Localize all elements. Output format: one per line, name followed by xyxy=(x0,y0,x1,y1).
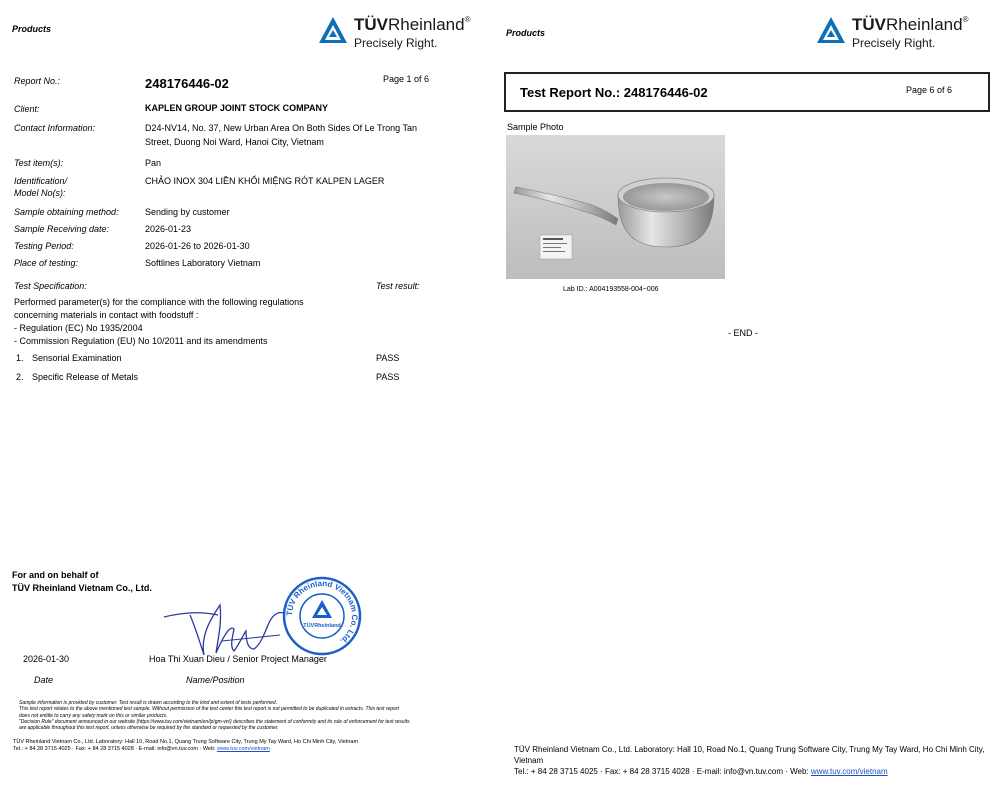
result-row-1-name: Sensorial Examination xyxy=(32,353,122,363)
spec-line-2: concerning materials in contact with foodstuff : xyxy=(14,310,199,320)
report-page-6 xyxy=(500,0,1000,792)
identification-label-2: Model No(s): xyxy=(14,188,66,198)
result-row-2-result: PASS xyxy=(376,372,400,382)
receiving-date-value: 2026-01-23 xyxy=(145,224,192,234)
lab-id: Lab ID.: A004193558-004~006 xyxy=(563,286,659,293)
products-label-right: Products xyxy=(506,28,546,38)
testing-period-label: Testing Period: xyxy=(14,241,74,251)
tuv-triangle-icon xyxy=(816,16,846,44)
stamp-inner-text: TÜVRheinland xyxy=(303,623,341,629)
page-number: Page 1 of 6 xyxy=(383,74,430,84)
place-value: Softlines Laboratory Vietnam xyxy=(145,258,261,268)
tuv-logo xyxy=(318,16,470,49)
receiving-date-label: Sample Receiving date: xyxy=(14,224,110,234)
footer-address: TÜV Rheinland Vietnam Co., Ltd. Laboratory: Hall 10, Road No.1, Quang Trung Software City, Trung My Tay Ward, Ho Chi Minh City, Vietnam Tel.: + 84 28 3715 4025 · Fax: + 84 28 3715 4028 · E-mail: info@vn.tuv.com · Web: www.tuv.com/vietnam xyxy=(13,739,359,753)
report-title: Test Report No.: 248176446-02 xyxy=(520,85,708,100)
test-item-value: Pan xyxy=(145,158,162,168)
result-row-2-name: Specific Release of Metals xyxy=(32,372,139,382)
company-stamp xyxy=(282,576,362,656)
name-position-label: Name/Position xyxy=(186,675,245,685)
disclaimer: Sample information is provided by customer. Test result is drawn according to the kind and extent of tests performed. This test report relates to the above mentioned test sample. Without permission of the test center this test report is not permitted to be duplicated in extracts. This test report does not entitle to carry any safety mark on this or similar products. "Decision Rule" document announced in our website (https://www.tuv.com/vietnam/en/lp/gm-vn/) describes the statement of conformity and its rule of enforcement for test results are applicable throughout this test report, unless otherwise be required by the standard or requested by the customer. xyxy=(19,700,410,731)
test-result-label: Test result: xyxy=(376,281,420,291)
behalf-line-2: TÜV Rheinland Vietnam Co., Ltd. xyxy=(12,583,152,593)
svg-text:TÜV Rheinland Vietnam Co. Ltd.: TÜV Rheinland Vietnam Co. Ltd. xyxy=(284,578,360,646)
behalf-line-1: For and on behalf of xyxy=(12,570,99,580)
signer-name: Hoa Thi Xuan Dieu / Senior Project Manager xyxy=(149,654,327,664)
sign-date: 2026-01-30 xyxy=(23,654,70,664)
products-label: Products xyxy=(12,24,52,34)
result-row-2-num: 2. xyxy=(16,372,24,382)
place-label: Place of testing: xyxy=(14,258,79,268)
tuv-triangle-icon xyxy=(318,16,348,44)
identification-value: CHẢO INOX 304 LIỀN KHỐI MIỆNG RÓT KALPEN LAGER xyxy=(145,176,385,186)
footer-address-right: TÜV Rheinland Vietnam Co., Ltd. Laboratory: Hall 10, Road No.1, Quang Trung Software City, Trung My Tay Ward, Ho Chi Minh City, Vietnam Tel.: + 84 28 3715 4025 · Fax: + 84 28 3715 4028 · E-mail: info@vn.tuv.com · Web: www.tuv.com/vietnam xyxy=(514,745,985,776)
report-no-label: Report No.: xyxy=(14,76,61,86)
contact-line-1: D24-NV14, No. 37, New Urban Area On Both Sides Of Le Trong Tan xyxy=(145,123,417,133)
contact-label: Contact Information: xyxy=(14,123,96,133)
footer-web-link-right[interactable]: www.tuv.com/vietnam xyxy=(810,766,888,776)
spec-line-3: - Regulation (EC) No 1935/2004 xyxy=(14,323,143,333)
result-row-1-num: 1. xyxy=(16,353,24,363)
sample-method-label: Sample obtaining method: xyxy=(14,207,119,217)
contact-line-2: Street, Duong Noi Ward, Hanoi City, Vietnam xyxy=(145,137,324,147)
sample-method-value: Sending by customer xyxy=(145,207,230,217)
logo-brand: TÜVRheinland® xyxy=(354,15,471,34)
footer-web-link[interactable]: www.tuv.com/vietnam xyxy=(217,746,270,753)
spec-line-1: Performed parameter(s) for the compliance with the following regulations xyxy=(14,297,304,307)
logo-brand: TÜVRheinland® xyxy=(852,15,969,34)
sample-photo xyxy=(506,135,725,279)
result-row-1-result: PASS xyxy=(376,353,400,363)
date-label: Date xyxy=(34,675,54,685)
end-marker: - END - xyxy=(728,328,758,338)
client-value: KAPLEN GROUP JOINT STOCK COMPANY xyxy=(145,103,329,113)
logo-tagline: Precisely Right. xyxy=(852,36,936,50)
spec-line-4: - Commission Regulation (EU) No 10/2011 and its amendments xyxy=(14,336,268,346)
test-item-label: Test item(s): xyxy=(14,158,64,168)
identification-label-1: Identification/ xyxy=(14,176,68,186)
report-number: 248176446-02 xyxy=(145,76,229,91)
sample-photo-label: Sample Photo xyxy=(507,122,564,132)
logo-tagline: Precisely Right. xyxy=(354,36,438,50)
client-label: Client: xyxy=(14,104,40,114)
tuv-logo-right xyxy=(816,16,968,49)
test-spec-label: Test Specification: xyxy=(14,281,87,291)
page-number-right: Page 6 of 6 xyxy=(906,85,953,95)
report-title-box xyxy=(504,72,990,112)
testing-period-value: 2026-01-26 to 2026-01-30 xyxy=(145,241,250,251)
